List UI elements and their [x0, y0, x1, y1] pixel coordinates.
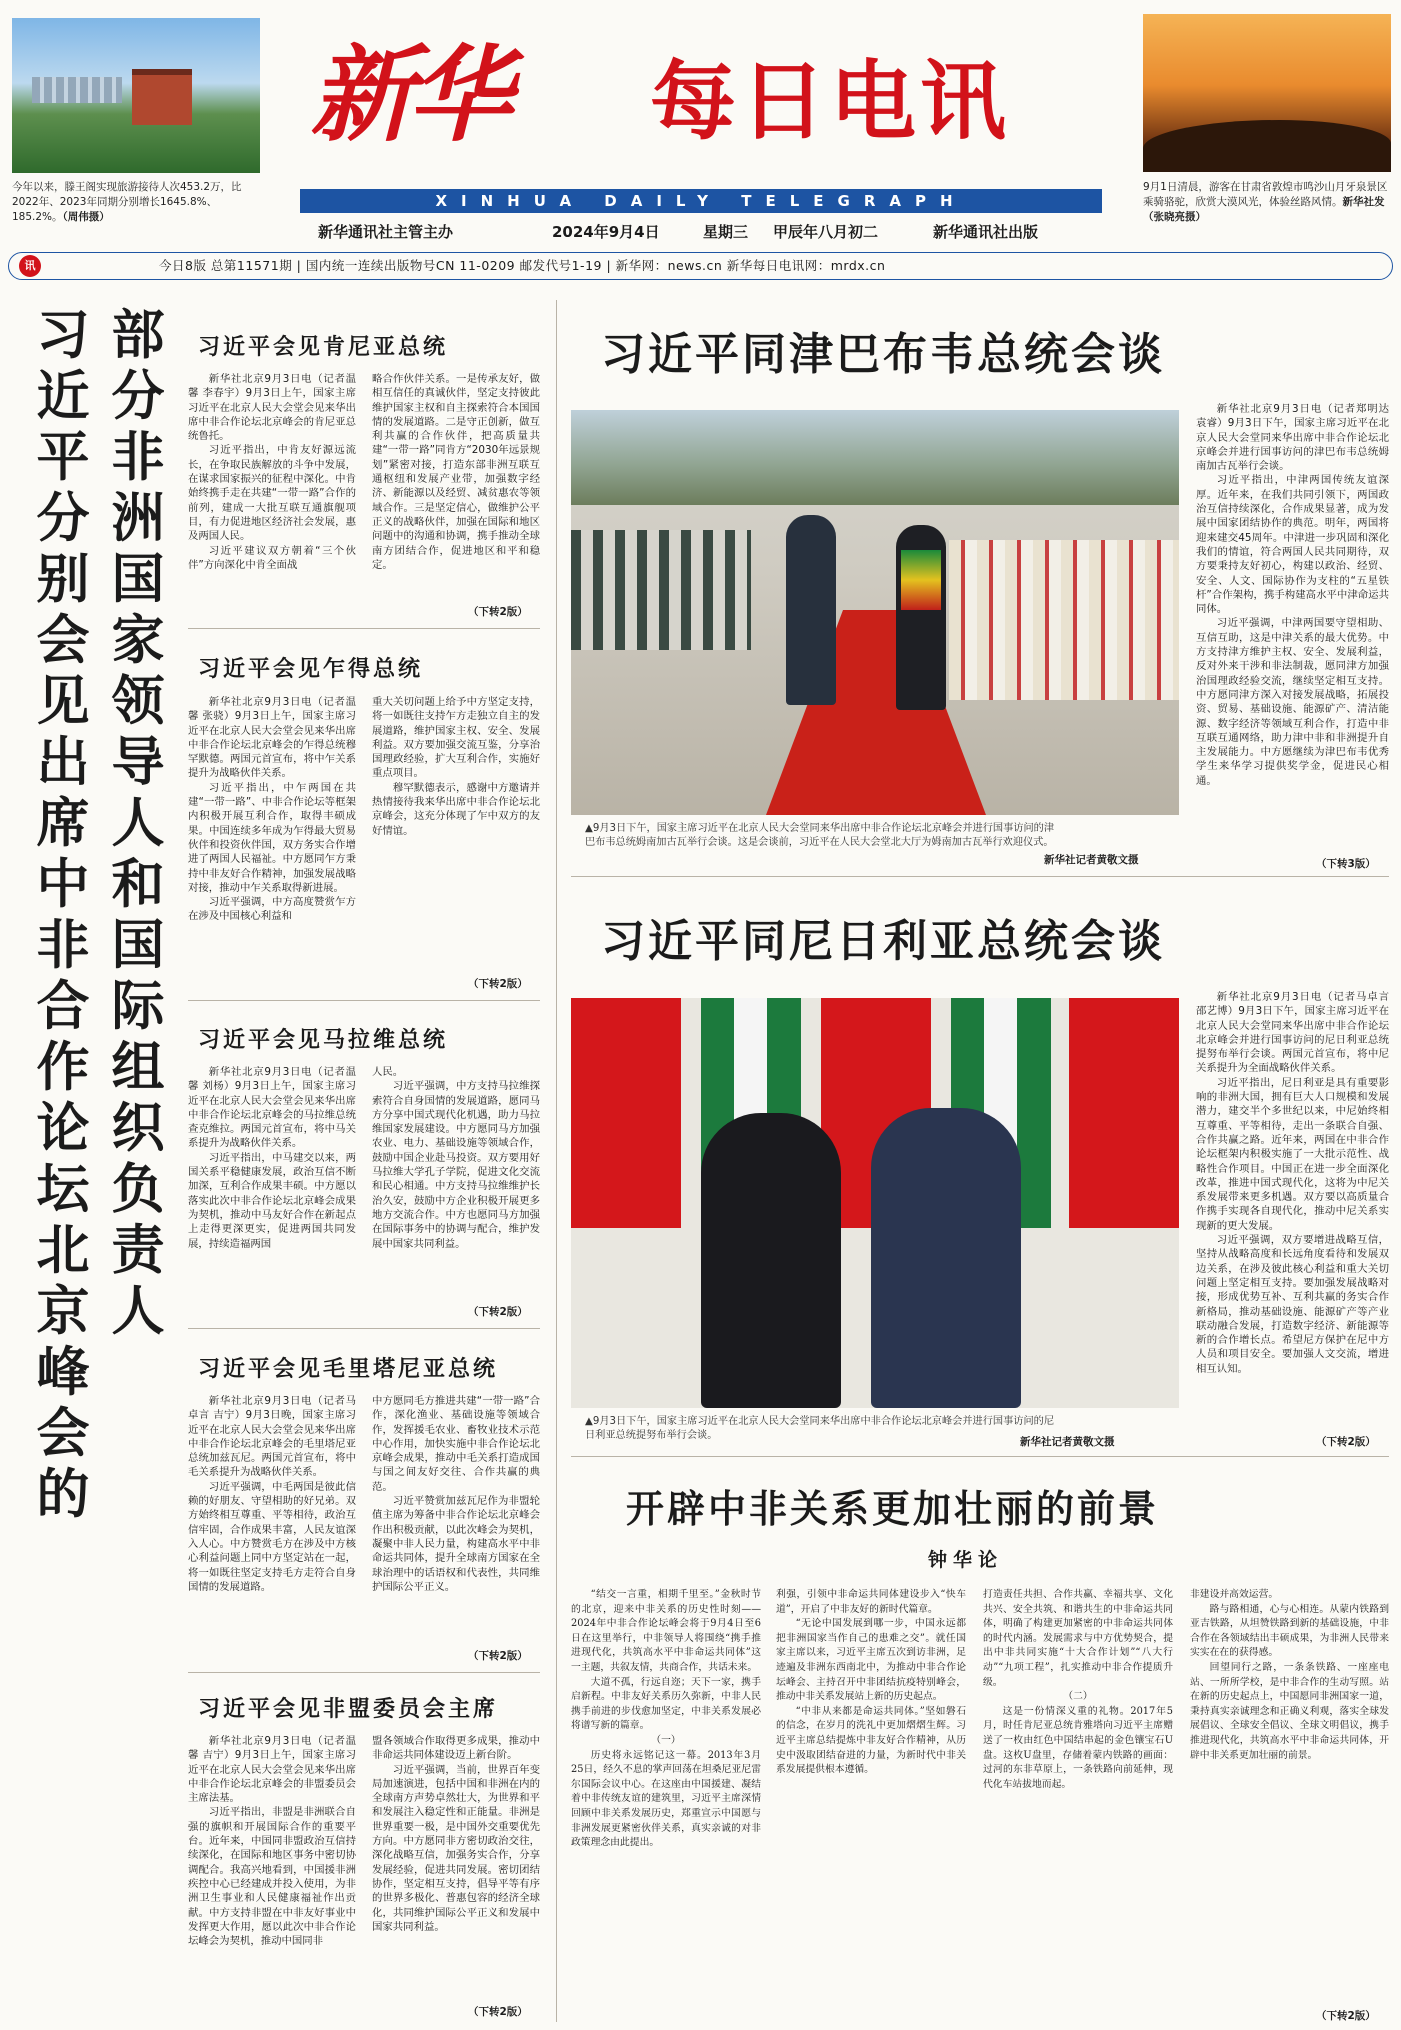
photo-credit: 新华社记者黄敬文摄: [1020, 1436, 1115, 1448]
article-body: 新华社北京9月3日电（记者马卓言 邵艺博）9月3日下午，国家主席习近平在北京人民大会堂同来华出席中非合作论坛北京峰会并进行国事访问的尼日利亚总统提努布举行会谈。两国元首宣布，将中尼关系提升为全面战略伙伴关系。 习近平指出，尼日利亚是具有重要影响的非洲大国，拥有巨大人口规模和发展潜力，建交半个多世纪以来，中尼始终相互尊重、平等相待，走出一条联合自强、合作共赢之路。近年来，两国在中非合作论坛框架内积极实施了一大批示范性、战略性合作项目。中国正在进一步全面深化改革，推进中国式现代化，这将为中尼关系发展带来更多机遇。双方要以高质量合作携手实现各自现代化，推动中尼关系实现新的更大发展。 习近平强调，双方要增进战略互信，坚持从战略高度和长远角度看待和发展双边关系，在涉及彼此核心利益和重大关切问题上坚定相互支持。要加强发展战略对接，形成优势互补、互利共赢的务实合作新格局，推动基础设施、能源矿产等产业联动融合发展，打造数字经济、新能源等新的合作增长点。希望尼方保护在尼中方人员和项目安全。要加强人文交流，增进相互认知。: [1196, 991, 1389, 1375]
article-body: 略合作伙伴关系。一是传承友好，做相互信任的真诚伙伴，坚定支持彼此维护国家主权和自主探索符合本国国情的发展道路。二是守正创新，做互利共赢的合作伙伴，把高质量共建“一带一路”同肯方“2030年远景规划”紧密对接，打造东部非洲互联互通枢纽和发展产业带，加强数字经济、新能源以及经贸、减贫惠农等领域合作。三是坚定信心，做维护公平正义的战略伙伴，加强在国际和地区问题中的沟通和协调，携手推动全球南方团结合作，促进地区和平和稳定。: [372, 373, 540, 571]
headline-nigeria: 习近平同尼日利亚总统会谈: [601, 916, 1165, 967]
brand-daily-telegraph: 每日电讯: [650, 52, 1010, 152]
column-divider: [556, 300, 557, 2022]
photo-zimbabwe-welcome-ceremony: [571, 410, 1179, 815]
editorial-title: 开辟中非关系更加壮丽的前景: [626, 1486, 1160, 1531]
editorial-author: 钟华论: [928, 1549, 1004, 1571]
article-body: 新华社北京9月3日电（记者温馨 刘杨）9月3日上午，国家主席习近平在北京人民大会堂会见来华出席中非合作论坛北京峰会的马拉维总统查克维拉。两国元首宣布，将中马关系提升为战略伙伴关系。 习近平指出，中马建交以来，两国关系平稳健康发展，政治互信不断加深，互利合作成果丰硕。中方愿以落实此次中非合作论坛北京峰会成果为契机，推动中马友好合作在新起点上走得更深更实，促进两国共同发展，持续造福两国: [188, 1066, 356, 1250]
continued-note: （下转2版）: [468, 606, 528, 618]
continued-note: （下转3版）: [1316, 858, 1376, 870]
photo-caption: ▲9月3日下午，国家主席习近平在北京人民大会堂同来华出席中非合作论坛北京峰会并进行国事访问的津巴布韦总统姆南加古瓦举行会谈。这是会谈前，习近平在人民大会堂北大厅为姆南加古瓦举行欢迎仪式。: [585, 823, 1055, 848]
continued-note: （下转2版）: [468, 1306, 528, 1318]
article-title: 习近平会见乍得总统: [198, 656, 424, 682]
continued-note: （下转2版）: [1316, 2010, 1376, 2022]
article-title: 习近平会见非盟委员会主席: [198, 1696, 499, 1722]
lunar-date: 甲辰年八月初二: [773, 223, 879, 241]
masthead-photo-tengwang-pavilion: [12, 18, 260, 173]
editorial-column: 非建设并高效运营。 路与路相通，心与心相连。从蒙内铁路到亚吉铁路，从坦赞铁路到新的基础设施，中非合作在各领域结出丰硕成果，为非洲人民带来实实在在的获得感。 回望同行之路，一条条铁路、一座座电站、一所所学校，是中非合作的生动写照。站在新的历史起点上，中国愿同非洲国家一道，秉持真实亲诚理念和正确义利观，落实全球发展倡议、全球安全倡议、全球文明倡议，携手推进现代化，共筑高水平中非命运共同体，开辟中非关系更加壮丽的前景。: [1190, 1589, 1389, 1761]
article-body: 重大关切问题上给予中方坚定支持，将一如既往支持乍方走独立自主的发展道路，维护国家主权、安全、发展利益。双方要加强交流互鉴，分享治国理政经验，扩大互利合作，实施好重点项目。 穆罕默德表示，感谢中方邀请并热情接待我来华出席中非合作论坛北京峰会，这充分体现了乍中双方的友好情谊。: [372, 696, 540, 837]
divider: [188, 1672, 540, 1673]
vertical-headline-col2: 习近平分别会见出席中非合作论坛北京峰会的: [36, 304, 90, 1525]
continued-note: （下转2版）: [1316, 1436, 1376, 1448]
issue-info-text: 今日8版 总第11571期 | 国内统一连续出版物号CN 11-0209 邮发代号1-19 | 新华网：news.cn 新华每日电讯网：mrdx.cn: [159, 258, 886, 273]
editorial-column: 利强，引领中非命运共同体建设步入“快车道”，开启了中非友好的新时代篇章。 “无论中国发展到哪一步，中国永远都把非洲国家当作自己的患难之交”。就任国家主席以来，习近平主席五次到访非洲，足迹遍及非洲东西南北中，为推动中非合作论坛峰会、主持召开中非团结抗疫特别峰会，推动中非关系发展站上新的历史起点。 “中非从来都是命运共同体。”坚如磐石的信念，在岁月的洗礼中更加熠熠生辉。习近平主席总结提炼中非友好合作精神，从历史中汲取团结奋进的力量，为新时代中非关系发展提供根本遵循。: [776, 1589, 966, 1776]
divider: [188, 628, 540, 629]
article-body: 新华社北京9月3日电（记者马卓言 吉宁）9月3日晚，国家主席习近平在北京人民大会堂会见来华出席中非合作论坛北京峰会的毛里塔尼亚总统加兹瓦尼。两国元首宣布，将中毛关系提升为战略伙伴关系。 习近平强调，中毛两国是彼此信赖的好朋友、守望相助的好兄弟。双方始终相互尊重、平等相待，政治互信牢固，合作成果丰富，人民友谊深入人心。中方赞赏毛方在涉及中方核心利益问题上同中方坚定站在一起，将一如既往坚定支持毛方走符合自身国情的发展道路。: [188, 1395, 356, 1593]
issue-info-bar: [8, 252, 1393, 280]
article-body: 人民。 习近平强调，中方支持马拉维探索符合自身国情的发展道路，愿同马方分享中国式现代化机遇，助力马拉维国家发展建设。中方愿同马方加强农业、电力、基础设施等领域合作，鼓励中国企业赴马投资。双方要用好马拉维大学孔子学院，促进文化交流和民心相通。中方支持马拉维维护长治久安，鼓励中方企业积极开展更多地方交流合作。中方也愿同马方加强在国际事务中的协调与配合，维护发展中国家共同利益。: [372, 1066, 540, 1250]
article-title: 习近平会见马拉维总统: [198, 1027, 449, 1053]
article-title: 习近平会见肯尼亚总统: [198, 334, 449, 360]
article-body: 中方愿同毛方推进共建“一带一路”合作，深化渔业、基础设施等领域合作，发挥援毛农业、畜牧业技术示范中心作用，加快实施中非合作论坛北京峰会成果，推动中毛关系打造成国与国之间友好交往、合作共赢的典范。 习近平赞赏加兹瓦尼作为非盟轮值主席为筹备中非合作论坛北京峰会作出积极贡献，以此次峰会为契机，凝聚中非人民力量，构建高水平中非命运共同体，提升全球南方国家在全球治理中的话语权和代表性，共同维护国际公平正义。: [372, 1395, 540, 1593]
continued-note: （下转2版）: [468, 2006, 528, 2018]
masthead-logo: [300, 20, 1100, 170]
publisher: 新华通讯社出版: [933, 223, 1039, 241]
xinhua-logo-icon: 讯: [19, 255, 41, 277]
continued-note: （下转2版）: [468, 978, 528, 990]
masthead-photo-dunhuang-desert: [1143, 14, 1391, 172]
photo-caption: ▲9月3日下午，国家主席习近平在北京人民大会堂同来华出席中非合作论坛北京峰会并进行国事访问的尼日利亚总统提努布举行会谈。: [585, 1416, 1055, 1441]
weekday: 星期三: [703, 223, 749, 241]
article-body: 新华社北京9月3日电（记者温馨 张骁）9月3日上午，国家主席习近平在北京人民大会堂会见来华出席中非合作论坛北京峰会的乍得总统穆罕默德。两国元首宣布，将中乍关系提升为战略伙伴关系。 习近平指出，中乍两国在共建“一带一路”、中非合作论坛等框架内积极开展互利合作，取得丰硕成果。中国连续多年成为乍得最大贸易伙伴和投资伙伴国，双方务实合作增进了两国人民福祉。中方愿同乍方秉持中非友好合作精神，加强发展战略对接，推动中乍关系取得新进展。 习近平强调，中方高度赞赏乍方在涉及中国核心利益和: [188, 696, 356, 923]
masthead-english-bar: XINHUA DAILY TELEGRAPH: [300, 189, 1102, 213]
sponsor: 新华通讯社主管主办: [318, 223, 454, 241]
article-body: 新华社北京9月3日电（记者温馨 李春宇）9月3日上午，国家主席习近平在北京人民大会堂会见来华出席中非合作论坛北京峰会的肯尼亚总统鲁托。 习近平指出，中肯友好源远流长，在争取民族解放的斗争中发展，在谋求国家振兴的征程中深化。中肯始终携手走在共建“一带一路”合作的前列，建成一大批互联互通旗舰项目，有力促进地区经济社会发展，惠及两国人民。 习近平建议双方朝着“三个伙伴”方向深化中肯全面战: [188, 373, 356, 571]
headline-zimbabwe: 习近平同津巴布韦总统会谈: [601, 329, 1165, 380]
editorial-column: 打造责任共担、合作共赢、幸福共享、文化共兴、安全共筑、和谐共生的中非命运共同体，明确了构建更加紧密的中非命运共同体的时代内涵。发展需求与中方优势契合，提出中非共同实施“十大合作计划”“八大行动”“九项工程”，扎实推动中非合作提质升级。 （二） 这是一份情深义重的礼物。2017年5月，时任肯尼亚总统肯雅塔向习近平主席赠送了一枚由红色中国结串起的金色镶宝石U盘。这枚U盘里，存储着蒙内铁路的画面：过河的东非草原上，一条铁路向前延伸，现代化车站拔地而起。: [983, 1589, 1173, 1790]
vertical-headline-col1: 部分非洲国家领导人和国际组织负责人: [111, 304, 165, 1342]
issue-date: 2024年9月4日: [552, 223, 660, 241]
divider: [188, 1000, 540, 1001]
continued-note: （下转2版）: [468, 1650, 528, 1662]
article-body: 新华社北京9月3日电（记者郑明达 袁睿）9月3日下午，国家主席习近平在北京人民大会堂同来华出席中非合作论坛北京峰会并进行国事访问的津巴布韦总统姆南加古瓦举行会谈。 习近平指出，中津两国传统友谊深厚。近年来，在我们共同引领下，两国政治互信持续深化，合作成果显著，成为发展中国家团结协作的典范。明年，两国将迎来建交45周年。中津进一步巩固和深化我们的情谊，符合两国人民共同期待，双方要秉持友好初心，构建以政治、经贸、安全、人文、国际协作为支柱的“五星铁杆”合作架构，携手构建高水平中津命运共同体。 习近平强调，中津两国要守望相助、互信互助，这是中津关系的最大优势。中方支持津方维护主权、安全、发展利益，反对外来干涉和非法制裁，愿同津方加强治国理政经验交流，继续坚定相互支持。中方愿同津方深入对接发展战略，拓展投资、贸易、基础设施、能源矿产、清洁能源、数字经济等领域互利合作，打造中非互联互通网络，助力津中非和非洲提升自主发展能力。中方愿继续为津巴布韦优秀学生来华学习提供奖学金，促进民心相通。: [1196, 403, 1389, 787]
article-title: 习近平会见毛里塔尼亚总统: [198, 1356, 499, 1382]
divider: [571, 1456, 1389, 1457]
photo-nigeria-leaders: [571, 998, 1179, 1408]
article-body: 盟各领域合作取得更多成果，推动中非命运共同体建设迈上新台阶。 习近平强调，当前，世界百年变局加速演进，包括中国和非洲在内的全球南方声势卓然壮大，为世界和平和发展注入稳定性和正能量。非洲是世界重要一极，是中国外交重要优先方向。中方愿同非方密切政治交往，深化战略互信，加强务实合作，分享发展经验，促进共同发展。密切团结协作，坚定相互支持，倡导平等有序的世界多极化、普惠包容的经济全球化，共同维护国际公平正义和发展中国家共同利益。: [372, 1735, 540, 1933]
editorial-column: “结交一言重，相期千里至。”金秋时节的北京，迎来中非关系的历史性时刻——2024年中非合作论坛峰会将于9月4日至6日在这里举行，中非领导人将围绕“携手推进现代化，共筑高水平中非命运共同体”这一主题，共叙友情，共商合作，共话未来。 大道不孤，行远自迩；天下一家，携手启新程。中非友好关系历久弥新，中非人民携手前进的步伐愈加坚定，中非关系发展必将谱写新的篇章。 （一） 历史将永远铭记这一幕。2013年3月25日，经久不息的掌声回荡在坦桑尼亚尼雷尔国际会议中心。在这座由中国援建、凝结着中非传统友谊的建筑里，习近平主席深情回顾中非关系发展历史，郑重宣示中国愿与非洲发展更紧密伙伴关系，真实亲诚的对非政策理念由此提出。: [571, 1589, 761, 1849]
article-body: 新华社北京9月3日电（记者温馨 吉宁）9月3日上午，国家主席习近平在北京人民大会堂会见来华出席中非合作论坛北京峰会的非盟委员会主席法基。 习近平指出，非盟是非洲联合自强的旗帜和开展国际合作的重要平台。近年来，中国同非盟政治互信持续深化，在国际和地区事务中密切协调配合。我高兴地看到，中国援非洲疾控中心已经建成并投入使用，为非洲卫生事业和人民健康福祉作出贡献。中方支持非盟在中非友好事业中发挥更大作用，愿以此次中非合作论坛峰会为契机，推动中国同非: [188, 1735, 356, 1948]
brand-xinhua: 新华: [310, 33, 507, 156]
divider: [188, 1328, 540, 1329]
photo-credit: 新华社记者黄敬文摄: [1044, 854, 1139, 866]
left-photo-caption: 今年以来，滕王阁实现旅游接待人次453.2万，比2022年、2023年同期分别增长1645.8%、185.2%。（周伟摄）: [12, 181, 242, 223]
right-photo-caption: 9月1日清晨，游客在甘肃省敦煌市鸣沙山月牙泉景区乘骑骆驼，欣赏大漠风光，体验丝路风情。新华社发（张晓亮摄）: [1143, 181, 1388, 223]
divider: [571, 876, 1389, 877]
